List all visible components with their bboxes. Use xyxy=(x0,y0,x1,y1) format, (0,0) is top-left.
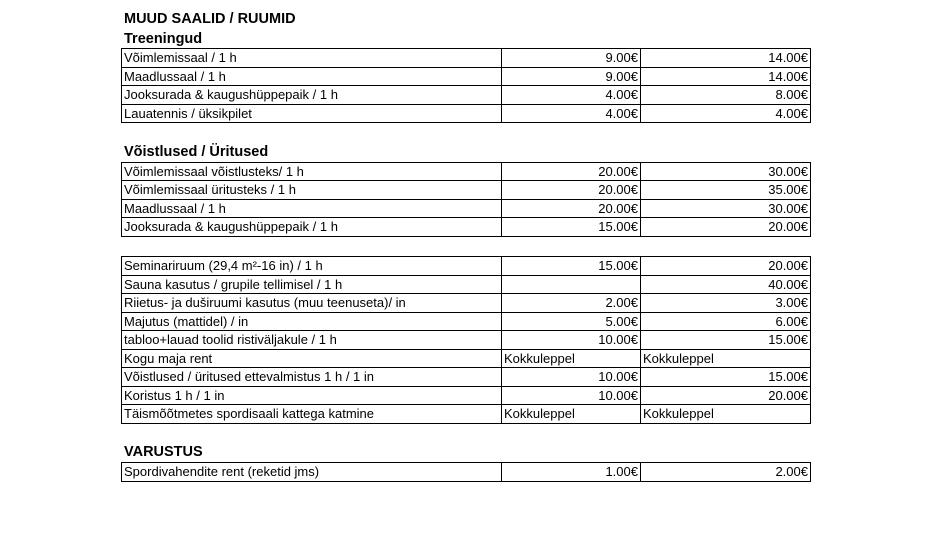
item-name-cell: Kogu maja rent xyxy=(122,349,502,368)
price-cell-1: 20.00€ xyxy=(502,181,641,200)
price-cell-1: 9.00€ xyxy=(502,67,641,86)
section-title: Võistlused / Üritused xyxy=(124,143,269,160)
price-cell-2: 3.00€ xyxy=(641,294,811,313)
table-row xyxy=(122,368,811,387)
price-cell-1: 4.00€ xyxy=(502,104,641,123)
table-row xyxy=(122,67,811,86)
item-name-cell: Majutus (mattidel) / in xyxy=(122,312,502,331)
table-row xyxy=(122,275,811,294)
table-row xyxy=(122,331,811,350)
price-cell-2: 20.00€ xyxy=(641,386,811,405)
price-cell-2: 30.00€ xyxy=(641,199,811,218)
price-cell-2: 6.00€ xyxy=(641,312,811,331)
price-cell-1: 20.00€ xyxy=(502,162,641,181)
table-row xyxy=(122,257,811,276)
price-cell-2: 2.00€ xyxy=(641,463,811,482)
item-name-cell: Maadlussaal / 1 h xyxy=(122,67,502,86)
table-row xyxy=(122,162,811,181)
price-cell-1 xyxy=(502,275,641,294)
section-title: VARUSTUS xyxy=(124,444,203,460)
price-cell-2: Kokkuleppel xyxy=(641,405,811,424)
price-cell-1: 4.00€ xyxy=(502,86,641,105)
item-name-cell: Koristus 1 h / 1 in xyxy=(122,386,502,405)
price-table xyxy=(121,48,811,123)
item-name-cell: Võimlemissaal võistlusteks/ 1 h xyxy=(122,162,502,181)
price-cell-2: 35.00€ xyxy=(641,181,811,200)
item-name-cell: Võimlemissaal / 1 h xyxy=(122,49,502,68)
section-gap xyxy=(121,123,810,143)
price-cell-2: 30.00€ xyxy=(641,162,811,181)
price-cell-2: 8.00€ xyxy=(641,86,811,105)
price-table xyxy=(121,162,811,237)
price-cell-1: 5.00€ xyxy=(502,312,641,331)
item-name-cell: Võimlemissaal üritusteks / 1 h xyxy=(122,181,502,200)
price-cell-2: 15.00€ xyxy=(641,368,811,387)
price-cell-2: 4.00€ xyxy=(641,104,811,123)
price-cell-1: Kokkuleppel xyxy=(502,349,641,368)
price-cell-2: Kokkuleppel xyxy=(641,349,811,368)
item-name-cell: Võistlused / üritused ettevalmistus 1 h / 1 in xyxy=(122,368,502,387)
item-name-cell: Sauna kasutus / grupile tellimisel / 1 h xyxy=(122,275,502,294)
table-row xyxy=(122,349,811,368)
price-cell-1: 1.00€ xyxy=(502,463,641,482)
table-row xyxy=(122,386,811,405)
item-name-cell: tabloo+lauad toolid ristiväljakule / 1 h xyxy=(122,331,502,350)
price-table xyxy=(121,256,811,424)
item-name-cell: Seminariruum (29,4 m²-16 in) / 1 h xyxy=(122,257,502,276)
price-cell-1: 10.00€ xyxy=(502,331,641,350)
section-title: Treeningud xyxy=(124,31,203,47)
item-name-cell: Jooksurada & kaugushüppepaik / 1 h xyxy=(122,218,502,237)
price-cell-1: 20.00€ xyxy=(502,199,641,218)
price-cell-1: 10.00€ xyxy=(502,386,641,405)
price-cell-1: 15.00€ xyxy=(502,218,641,237)
section-gap xyxy=(121,237,810,257)
price-cell-2: 15.00€ xyxy=(641,331,811,350)
price-cell-2: 14.00€ xyxy=(641,49,811,68)
item-name-cell: Riietus- ja duširuumi kasutus (muu teenuseta)/ in xyxy=(122,294,502,313)
item-name-cell: Täismõõtmetes spordisaali kattega katmine xyxy=(122,405,502,424)
table-row xyxy=(122,312,811,331)
table-row xyxy=(122,181,811,200)
item-name-cell: Maadlussaal / 1 h xyxy=(122,199,502,218)
price-sections xyxy=(121,29,810,482)
section-gap xyxy=(121,424,810,444)
price-cell-1: Kokkuleppel xyxy=(502,405,641,424)
price-sheet xyxy=(121,10,810,482)
price-cell-2: 14.00€ xyxy=(641,67,811,86)
price-table xyxy=(121,462,811,482)
table-row xyxy=(122,49,811,68)
price-cell-1: 9.00€ xyxy=(502,49,641,68)
table-row xyxy=(122,405,811,424)
table-row xyxy=(122,463,811,482)
table-row xyxy=(122,199,811,218)
price-cell-2: 20.00€ xyxy=(641,257,811,276)
price-cell-1: 2.00€ xyxy=(502,294,641,313)
item-name-cell: Lauatennis / üksikpilet xyxy=(122,104,502,123)
table-row xyxy=(122,104,811,123)
item-name-cell: Spordivahendite rent (reketid jms) xyxy=(122,463,502,482)
table-row xyxy=(122,86,811,105)
price-cell-1: 15.00€ xyxy=(502,257,641,276)
price-cell-2: 40.00€ xyxy=(641,275,811,294)
price-cell-1: 10.00€ xyxy=(502,368,641,387)
item-name-cell: Jooksurada & kaugushüppepaik / 1 h xyxy=(122,86,502,105)
price-cell-2: 20.00€ xyxy=(641,218,811,237)
sheet-heading: MUUD SAALID / RUUMID xyxy=(124,11,296,27)
table-row xyxy=(122,218,811,237)
table-row xyxy=(122,294,811,313)
